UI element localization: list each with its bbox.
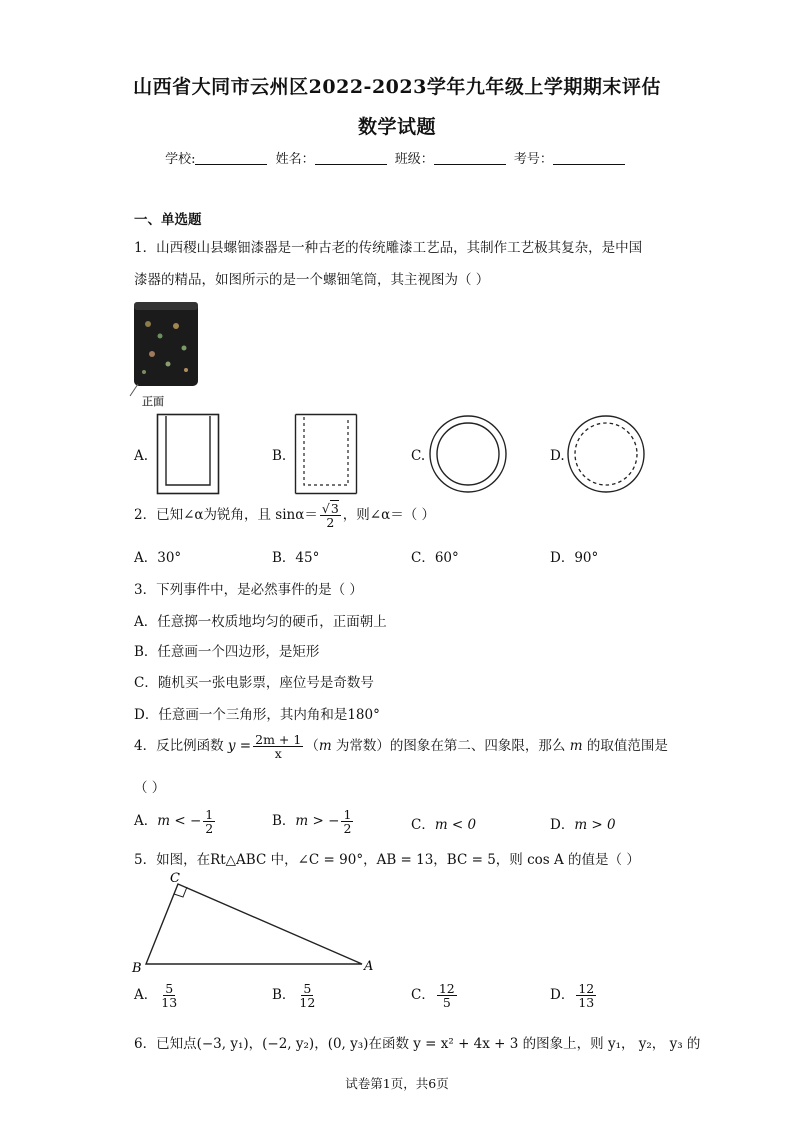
- q1-option-d-figure: [566, 414, 646, 494]
- q1-option-d-label[interactable]: D.: [550, 448, 565, 464]
- field-number-label: 考号：: [513, 152, 553, 167]
- q4-option-b[interactable]: B．m > − $\frac{1}{2}$: [272, 807, 352, 837]
- vertex-b-label: B: [132, 961, 142, 976]
- pen-holder-photo: [128, 296, 206, 408]
- q3-stem: 3．下列事件中，是必然事件的是（ ）: [134, 582, 363, 598]
- section-heading: 一、单选题: [134, 212, 202, 228]
- q2-stem-suffix: ，则∠α＝（ ）: [342, 507, 436, 524]
- q2-option-b[interactable]: B．45°: [272, 550, 320, 566]
- q1-option-c-figure: [428, 414, 508, 494]
- q4-stem: 4．反比例函数 y = $\frac{2m + 1}{x}$ （m 为常数）的图象在第二、四象限，那么 m 的取值范围是: [134, 732, 668, 762]
- photo-caption: 正面: [142, 395, 164, 408]
- q4-option-c[interactable]: C．m < 0: [411, 817, 477, 833]
- field-name-label: 姓名：: [275, 152, 315, 167]
- vertex-a-label: A: [364, 959, 374, 974]
- q5-option-d[interactable]: D． $\frac{12}{13}$: [550, 981, 595, 1011]
- exam-title-line2: 数学试题: [357, 116, 436, 138]
- q2-stem: [134, 502, 435, 529]
- q5-option-c[interactable]: C． $\frac{12}{5}$: [411, 981, 455, 1011]
- q1-option-a-label[interactable]: A.: [134, 448, 149, 464]
- q1-option-c-label[interactable]: C.: [411, 448, 426, 464]
- q3-option-b[interactable]: B．任意画一个四边形，是矩形: [134, 644, 320, 660]
- q5-option-a[interactable]: A． $\frac{5}{13}$: [134, 981, 178, 1011]
- q4-option-a[interactable]: A．m < − $\frac{1}{2}$: [134, 807, 214, 837]
- q1-option-b-label[interactable]: B.: [272, 448, 287, 464]
- q3-option-d[interactable]: D．任意画一个三角形，其内角和是180°: [134, 707, 380, 723]
- exam-title-line1: 山西省大同市云州区2022-2023学年九年级上学期期末评估: [133, 76, 661, 98]
- q3-option-a[interactable]: A．任意掷一枚质地均匀的硬币，正面朝上: [134, 614, 387, 630]
- q2-sin-value: $\frac{√3}{2}$: [321, 501, 339, 531]
- q2-stem-prefix: 2．已知∠α为锐角，且 sinα＝: [134, 507, 318, 524]
- q1-option-a-figure: [156, 413, 220, 495]
- q4-option-d[interactable]: D．m > 0: [550, 817, 616, 833]
- q1-stem-line1: 1．山西稷山县螺钿漆器是一种古老的传统雕漆工艺品，其制作工艺极其复杂，是中国: [134, 240, 643, 256]
- q1-stem-line2: 漆器的精品，如图所示的是一个螺钿笔筒，其主视图为（ ）: [134, 272, 490, 288]
- field-number-blank[interactable]: [553, 152, 625, 165]
- q6-stem: 6．已知点(−3, y₁)，(−2, y₂)，(0, y₃)在函数 y = x² + 4x + 3 的图象上，则 y₁， y₂， y₃ 的: [134, 1036, 701, 1052]
- field-class-label: 班级：: [394, 152, 434, 167]
- q5-option-b[interactable]: B． $\frac{5}{12}$: [272, 981, 316, 1011]
- vertex-c-label: C: [170, 871, 180, 886]
- field-class-blank[interactable]: [434, 152, 506, 165]
- page-footer: 试卷第1页，共6页: [345, 1076, 449, 1091]
- q2-option-d[interactable]: D．90°: [550, 550, 599, 566]
- student-info-fields: [0, 148, 794, 167]
- q2-option-a[interactable]: A．30°: [134, 550, 182, 566]
- q4-function-fraction: $\frac{2m + 1}{x}$: [255, 732, 302, 762]
- field-school-blank[interactable]: [195, 152, 267, 165]
- q1-option-b-figure: [294, 413, 358, 495]
- q3-option-c[interactable]: C．随机买一张电影票，座位号是奇数号: [134, 675, 374, 691]
- q5-stem: 5．如图，在Rt△ABC 中，∠C = 90°，AB = 13，BC = 5，则 cos A 的值是（ ）: [134, 852, 640, 868]
- q4-stem-line2: （ ）: [134, 780, 166, 796]
- q2-option-c[interactable]: C．60°: [411, 550, 459, 566]
- field-school-label: 学校:: [165, 152, 196, 167]
- field-name-blank[interactable]: [315, 152, 387, 165]
- q5-triangle-diagram: [128, 868, 388, 978]
